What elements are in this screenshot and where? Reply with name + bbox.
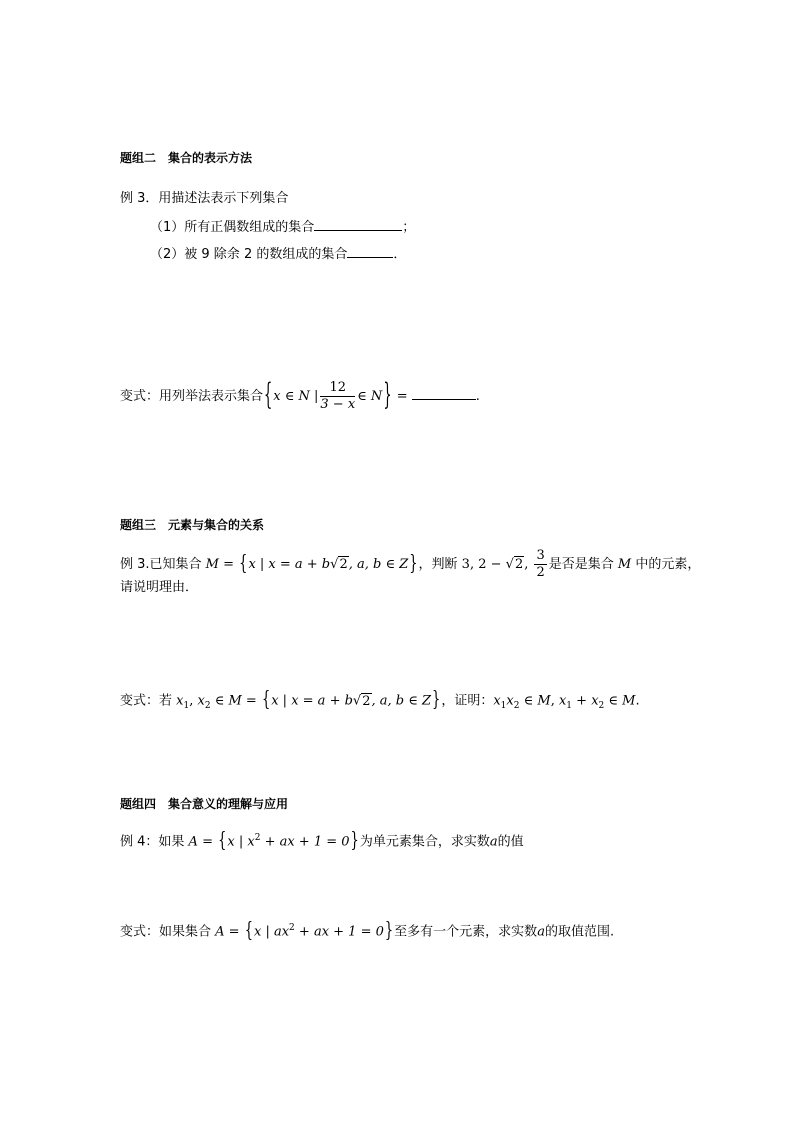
var-x2: x bbox=[197, 693, 205, 709]
sum-x1: x bbox=[558, 693, 567, 709]
set-body-a: x | x bbox=[227, 834, 255, 850]
section-heading-2: 题组二 集合的表示方法 bbox=[120, 151, 253, 165]
set-name-M: M bbox=[205, 557, 219, 572]
left-brace: { bbox=[239, 552, 248, 576]
right-brace: } bbox=[350, 829, 359, 853]
set-body-a: x | x = a + b bbox=[271, 693, 353, 709]
fraction-numerator: 3 bbox=[536, 548, 545, 563]
variant-4 bbox=[120, 919, 615, 943]
var-a: a bbox=[489, 834, 498, 850]
right-brace: } bbox=[383, 378, 392, 413]
elements-a: 3, 2 − bbox=[461, 557, 506, 572]
section-heading-3: 题组三 元素与集合的关系 bbox=[120, 518, 265, 532]
example-3b bbox=[120, 548, 700, 581]
item-2-text: （2）被 9 除余 2 的数组成的集合 bbox=[150, 247, 348, 262]
set-equals: = bbox=[224, 924, 244, 940]
elements-sqrt-argument: 2 bbox=[514, 557, 524, 572]
subscript-1: 1 bbox=[183, 701, 190, 712]
set-name-M: M bbox=[622, 693, 636, 709]
sqrt-argument: 2 bbox=[362, 693, 371, 709]
right-brace: } bbox=[432, 688, 441, 712]
variant-3-prefix: 变式：若 bbox=[120, 693, 177, 709]
set-name-M: M bbox=[617, 557, 632, 572]
variant-4-prefix: 变式：如果集合 bbox=[120, 924, 216, 940]
variant-2-end: . bbox=[475, 389, 480, 404]
variant-3-end: . bbox=[635, 693, 640, 709]
equals-sign: = bbox=[392, 389, 412, 404]
set-equals: = bbox=[241, 693, 261, 709]
variant-3: 变式：若 $x_1$, $x_2$ ∈ M = {x | x = a + b√2, a, b ∈ Z}，证明：$x_1x_2$ ∈ M, $x_1 + x_2$ ∈ M. bbox=[120, 688, 640, 712]
example-3b-mid: ，判断 bbox=[418, 557, 462, 572]
item-1-text: （1）所有正偶数组成的集合 bbox=[150, 220, 315, 235]
right-brace: } bbox=[384, 919, 394, 943]
item-1-end: ； bbox=[402, 220, 416, 235]
variant-2 bbox=[120, 380, 480, 413]
example-3-item-2 bbox=[150, 244, 406, 263]
right-brace: } bbox=[409, 552, 418, 576]
set-name-M: M bbox=[228, 693, 242, 709]
set-condition-left: x ∈ N | bbox=[273, 389, 319, 404]
example-4-tail: 为单元素集合，求实数 bbox=[359, 834, 490, 850]
sqrt-icon: √ bbox=[330, 557, 339, 572]
variant-2-prefix: 变式：用列举法表示集合 bbox=[120, 389, 264, 404]
sqrt-argument: 2 bbox=[339, 557, 348, 572]
fraction-denominator: 2 bbox=[536, 565, 545, 580]
set-body-b: + ax + 1 = 0 bbox=[260, 834, 350, 850]
set-body-b: + ax + 1 = 0 bbox=[294, 924, 384, 940]
variant-4-end: 的取值范围. bbox=[544, 924, 615, 940]
answer-blank-1[interactable] bbox=[314, 217, 402, 231]
example-4-prefix: 例 4：如果 bbox=[120, 834, 189, 850]
example-3b-tail: 是否是集合 bbox=[548, 557, 618, 572]
elements-comma: , bbox=[524, 557, 533, 572]
set-body-b: , a, b ∈ Z bbox=[371, 693, 432, 709]
set-name-M: M bbox=[537, 693, 551, 709]
sqrt-icon: √ bbox=[505, 557, 514, 572]
var-x1: x bbox=[176, 693, 184, 709]
subscript-2: 2 bbox=[204, 701, 211, 712]
example-3b-line-2: 请说明理由． bbox=[120, 580, 199, 595]
left-brace: { bbox=[244, 919, 253, 943]
answer-blank-3[interactable] bbox=[412, 386, 476, 400]
set-name-A: A bbox=[188, 834, 198, 850]
left-brace: { bbox=[218, 829, 227, 853]
variant-4-tail: 至多有一个元素，求实数 bbox=[394, 924, 538, 940]
set-name-A: A bbox=[215, 924, 225, 940]
product-x2: x bbox=[506, 693, 514, 709]
set-condition-right: ∈ N bbox=[357, 389, 383, 404]
fraction-numerator: 12 bbox=[320, 380, 355, 397]
example-3b-prefix: 例 3.已知集合 bbox=[120, 557, 206, 572]
set-body-b: , a, b ∈ Z bbox=[348, 557, 409, 572]
section-heading-4: 题组四 集合意义的理解与应用 bbox=[120, 797, 289, 811]
left-brace: { bbox=[261, 688, 271, 712]
fraction-12-over-3-minus-x bbox=[320, 380, 355, 413]
example-3-item-1 bbox=[150, 217, 415, 236]
exponent: 2 bbox=[289, 923, 295, 933]
sqrt-icon: √ bbox=[352, 693, 362, 709]
left-brace: { bbox=[264, 378, 273, 413]
example-4-end: 的值 bbox=[497, 834, 524, 850]
fraction-denominator: 3 − x bbox=[320, 397, 356, 412]
item-2-end: ． bbox=[393, 247, 407, 262]
variant-3-mid: ，证明： bbox=[441, 693, 494, 709]
fraction-3-over-2 bbox=[534, 548, 546, 581]
set-equals: = bbox=[218, 557, 239, 572]
var-a: a bbox=[537, 924, 545, 940]
set-equals: = bbox=[197, 834, 218, 850]
answer-blank-2[interactable] bbox=[347, 244, 393, 258]
product-x1: x bbox=[493, 693, 501, 709]
example-4 bbox=[120, 829, 524, 853]
sum-x2: x bbox=[591, 693, 599, 709]
example-3-title: 例 3．用描述法表示下列集合 bbox=[120, 191, 289, 206]
set-body-a: x | ax bbox=[253, 924, 290, 940]
set-body-a: x | x = a + b bbox=[248, 557, 331, 572]
exponent: 2 bbox=[254, 833, 261, 843]
example-3b-tail-end: 中的元素， bbox=[631, 557, 701, 572]
